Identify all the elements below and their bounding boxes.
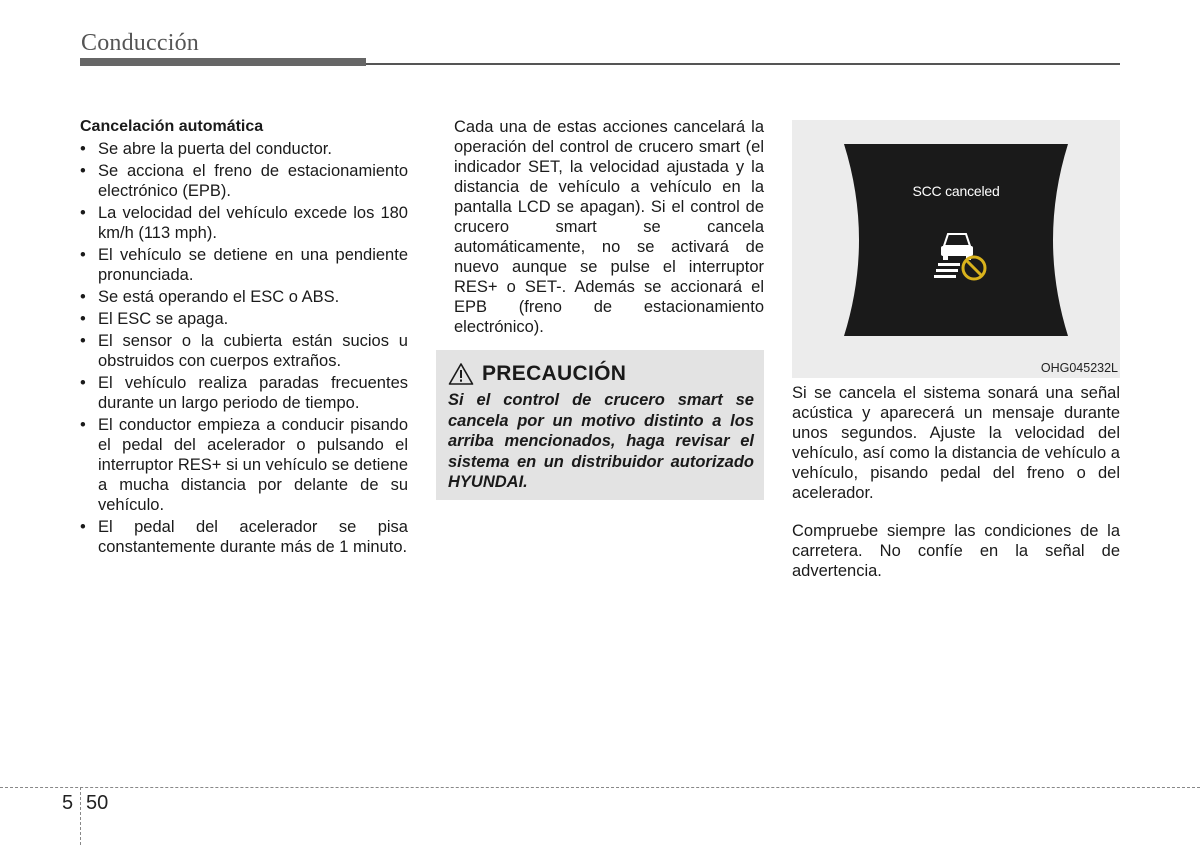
cancel-conditions-list — [80, 139, 408, 557]
lcd-display-shape — [792, 120, 1120, 378]
page-header-title: Conducción — [81, 30, 199, 56]
road-check-paragraph: Compruebe siempre las condiciones de la carretera. No confíe en la señal de advertencia. — [792, 522, 1120, 580]
left-column — [80, 117, 408, 559]
figure-code: OHG045232L — [1040, 361, 1118, 375]
list-item: • El vehículo realiza paradas frecuentes durante un largo periodo de tiempo. — [80, 373, 408, 413]
lcd-display-figure — [792, 120, 1120, 378]
chapter-number: 5 — [62, 792, 74, 814]
list-item: • Se está operando el ESC o ABS. — [80, 287, 408, 307]
list-item: • El ESC se apaga. — [80, 309, 408, 329]
list-item: • Se abre la puerta del conductor. — [80, 139, 408, 159]
list-item: • El conductor empieza a conducir pisando el pedal del acelerador o pulsando el interruptor RES+ si un vehículo se detiene a mucha distancia por delante de su vehículo. — [80, 415, 408, 515]
list-item: • El sensor o la cubierta están sucios u obstruidos con cuerpos extraños. — [80, 331, 408, 371]
cancel-effects-paragraph: Cada una de estas acciones cancelará la operación del control de crucero smart (el indicador SET, la velocidad ajustada y la distancia de vehículo a vehículo en la pantalla LCD se apagan). Si el control de crucero smart se cancela automáticamente, no se activará de nuevo aunque se pulse el interruptor RES+ o SET-. Además se accionará el EPB (freno de estacionamiento electrónico). — [454, 118, 764, 336]
caution-header — [448, 362, 754, 386]
list-item: • La velocidad del vehículo excede los 180 km/h (113 mph). — [80, 203, 408, 243]
alert-paragraph: Si se cancela el sistema sonará una señal acústica y aparecerá un mensaje durante unos segundos. Ajuste la velocidad del vehículo, así como la distancia de vehículo a vehículo, pisando pedal del freno o del acelerador. — [792, 384, 1120, 502]
footer-rule — [0, 787, 1200, 788]
list-item: • El vehículo se detiene en una pendiente pronunciada. — [80, 245, 408, 285]
page-number: 50 — [86, 792, 109, 814]
list-item: • El pedal del acelerador se pisa constantemente durante más de 1 minuto. — [80, 517, 408, 557]
caution-box — [436, 350, 764, 500]
caution-text: Si el control de crucero smart se cancela por un motivo distinto a los arriba mencionados, haga revisar el sistema en un distribuidor autorizado HYUNDAI. — [448, 391, 754, 491]
footer-divider — [80, 787, 81, 845]
header-rule-thick — [80, 58, 366, 66]
list-item: • Se acciona el freno de estacionamiento electrónico (EPB). — [80, 161, 408, 201]
caution-title: PRECAUCIÓN — [482, 362, 627, 385]
header-rule-thin — [366, 63, 1120, 65]
section-heading: Cancelación automática — [80, 118, 264, 135]
lcd-message: SCC canceled — [912, 183, 1000, 199]
right-column — [792, 383, 1120, 581]
middle-column — [454, 117, 764, 337]
warning-triangle-icon — [448, 362, 474, 386]
